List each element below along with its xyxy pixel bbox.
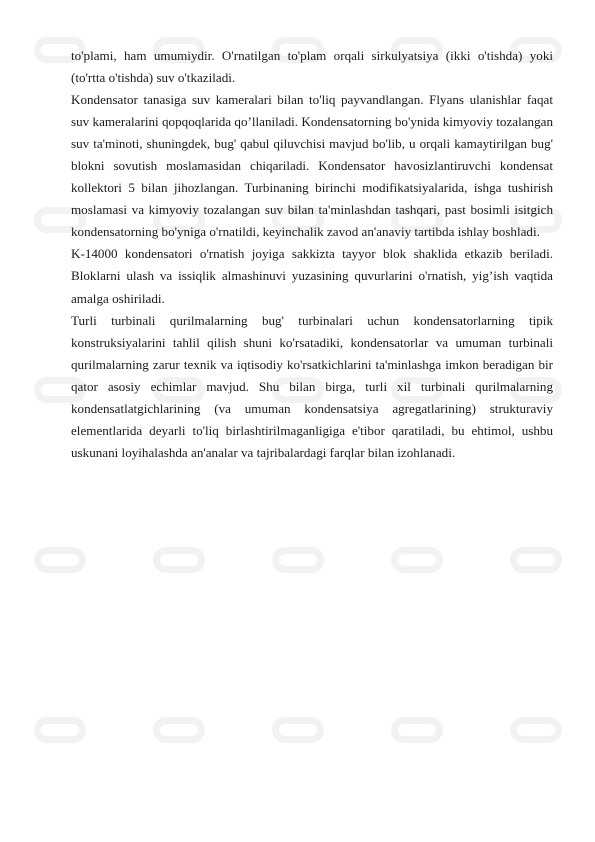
paragraph-2: Kondensator tanasiga suv kameralari bilan to'liq payvandlangan. Flyans ulanishlar faqat suv kameralarini qopqoqlarida qo’llaniladi. Kondensatorning bo'ynida kimyoviy tozalangan suv ta'minoti, shuningdek, bug' qabul qiluvchisi mavjud bo'lib, u orqali kamaytirilgan bug' blokni sovutish moslamasidan chiqariladi. Kondensator havosizlantiruvchi kondensat kollektori 5 bilan jihozlangan. Turbinaning birinchi modifikatsiyalarida, ishga tushirish moslamasi va kimyoviy tozalangan suv bilan ta'minlashdan tashqari, past bosimli isitgich kondensatorning bo'yniga o'rnatildi, keyinchalik zavod an'anaviy tartibda ishlay boshladi. [71, 92, 553, 240]
watermark-row [0, 530, 595, 590]
watermark-logo [391, 547, 443, 573]
watermark-logo [153, 547, 205, 573]
watermark-logo [391, 717, 443, 743]
paragraph-1: to'plami, ham umumiydir. O'rnatilgan to'plam orqali sirkulyatsiya (ikki o'tishda) yoki (to'rtta o'tishda) suv o'tkaziladi. [71, 48, 553, 86]
page-body [71, 45, 553, 464]
watermark-logo [34, 547, 86, 573]
paragraph-4: Turli turbinali qurilmalarning bug' turbinalari uchun kondensatorlarning tipik konstruksiyalarini tahlil qilish shuni ko'rsatadiki, kondensatorlar va umuman turbinali qurilmalarning zarur texnik va iqtisodiy ko'rsatkichlarini ta'minlashga imkon beradigan bir qator asosiy echimlar mavjud. Shu bilan birga, turli xil turbinali qurilmalarning kondensatlatgichlarining (va umuman kondensatsiya agregatlarining) strukturaviy elementlarida deyarli to'liq birlashtirilmaganligiga e'tibor qaratiladi, bu ehtimol, ushbu uskunani loyihalashda an'analar va tajribalardagi farqlar bilan izohlanadi. [71, 312, 553, 460]
watermark-logo [510, 717, 562, 743]
watermark-logo [34, 717, 86, 743]
watermark-logo [510, 547, 562, 573]
paragraph-3: K-14000 kondensatori o'rnatish joyiga sakkizta tayyor blok shaklida etkazib beriladi. Bloklarni ulash va issiqlik almashinuvi yuzasining quvurlarini o'rnatish, yig’ish vaqtida amalga oshiriladi. [71, 246, 553, 306]
watermark-logo [272, 547, 324, 573]
watermark-logo [272, 717, 324, 743]
watermark-logo [153, 717, 205, 743]
watermark-row [0, 700, 595, 760]
